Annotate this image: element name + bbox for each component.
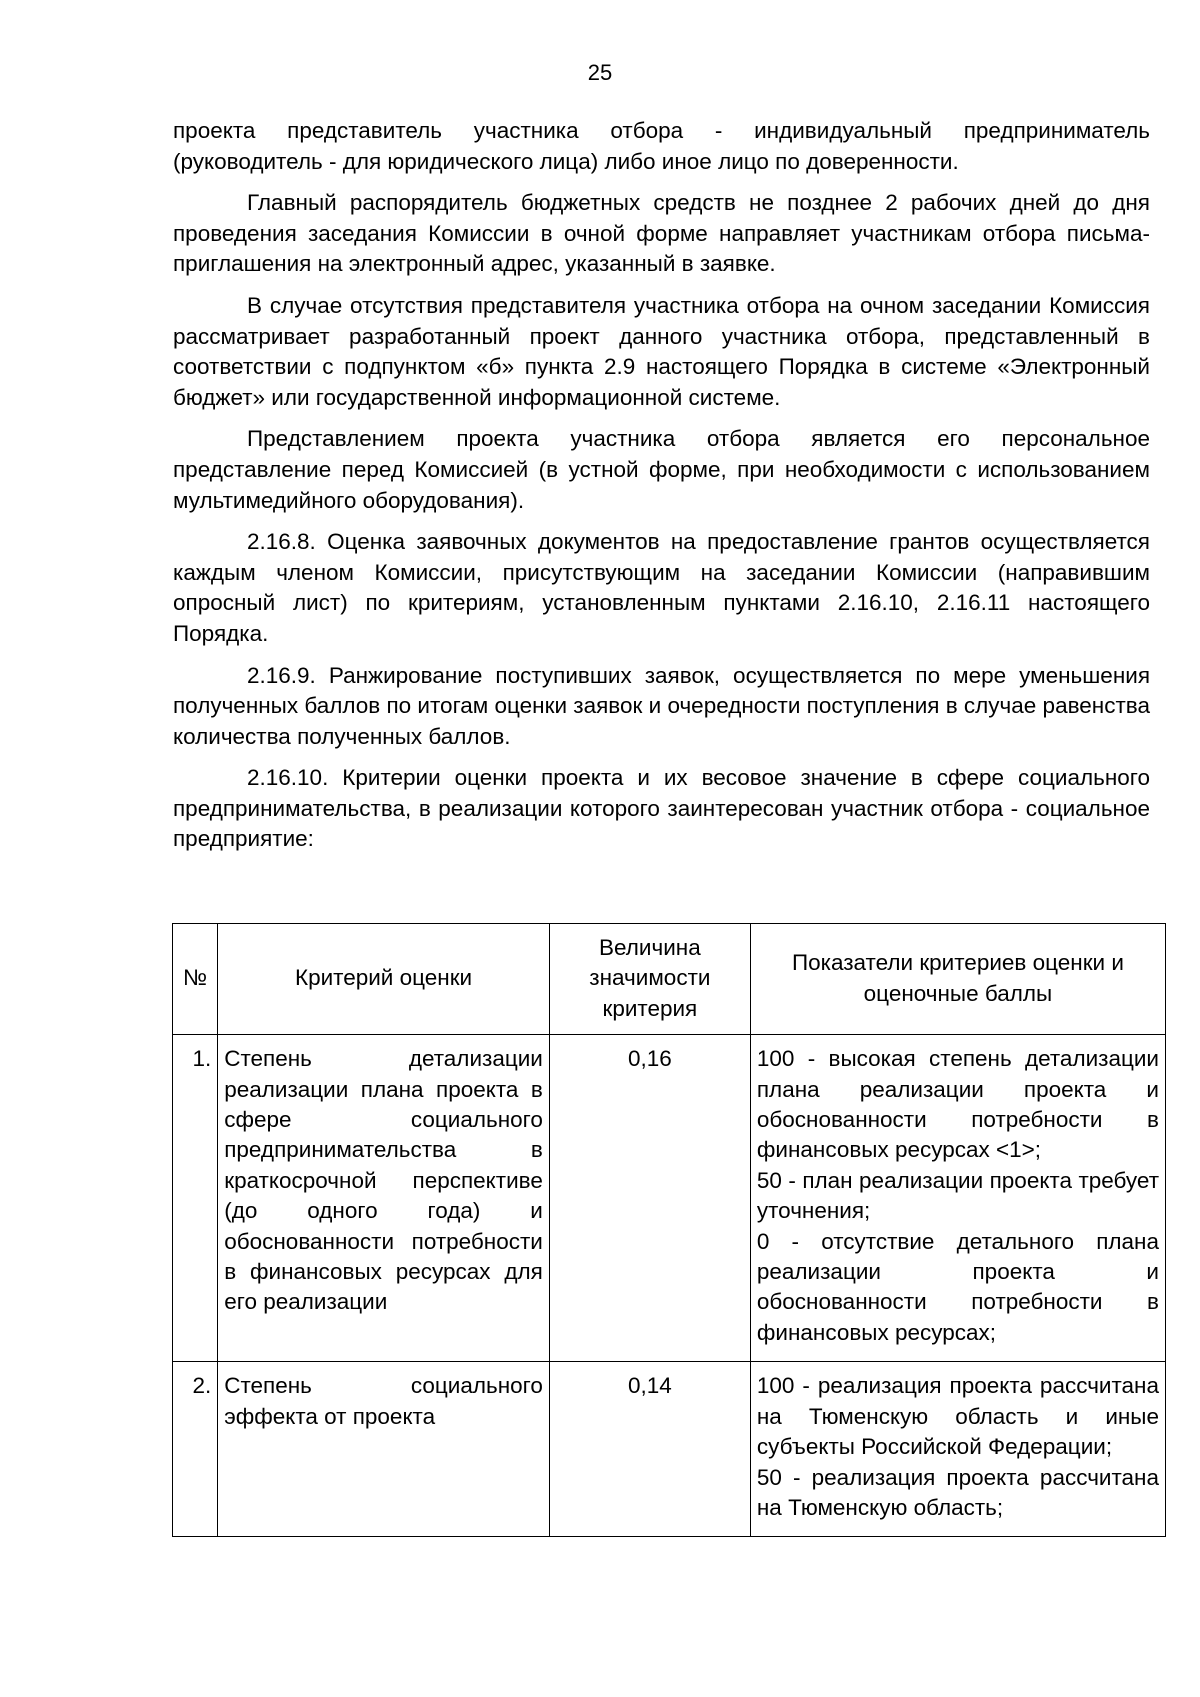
- header-criterion: Критерий оценки: [218, 924, 550, 1035]
- row-num: 2.: [173, 1362, 218, 1537]
- paragraph: проекта представитель участника отбора - индивидуальный предприниматель (руководитель - для юридического лица) либо иное лицо по доверенности.: [173, 118, 1150, 174]
- row-criterion: Степень социального эффекта от проекта: [218, 1362, 550, 1537]
- paragraph: 2.16.10. Критерии оценки проекта и их весовое значение в сфере социального предпринимательства, в реализации которого заинтересован участник отбора - социальное предприятие:: [173, 765, 1150, 852]
- header-num: №: [173, 924, 218, 1035]
- paragraph: В случае отсутствия представителя участника отбора на очном заседании Комиссия рассматривает разработанный проект данного участника отбора, представленный в соответствии с подпунктом «б» пункта 2.9 настоящего Порядка в системе «Электронный бюджет» или государственной информационной системе.: [173, 292, 1150, 410]
- indicator-item: 50 - реализация проекта рассчитана на Тюменскую область;: [756, 1464, 1159, 1520]
- row-num: 1.: [173, 1035, 218, 1362]
- body-text: [173, 116, 1150, 866]
- paragraph: 2.16.8. Оценка заявочных документов на предоставление грантов осуществляется каждым членом Комиссии, присутствующим на заседании Комиссии (направившим опросный лист) по критериям, установленным пунктами 2.16.10, 2.16.11 настоящего Порядка.: [173, 529, 1150, 646]
- table-header-row: [173, 924, 1166, 1035]
- header-indicators: Показатели критериев оценки и оценочные баллы: [750, 924, 1165, 1035]
- row-criterion: Степень детализации реализации плана проекта в сфере социального предпринимательства в краткосрочной перспективе (до одного года) и обоснованности потребности в финансовых ресурсах для его реализации: [218, 1035, 550, 1362]
- indicator-item: 100 - реализация проекта рассчитана на Тюменскую область и иные субъекты Российской Федерации;: [756, 1373, 1159, 1460]
- header-weight: Величина значимости критерия: [549, 924, 750, 1035]
- row-indicators: [750, 1035, 1165, 1362]
- indicator-item: 0 - отсутствие детального плана реализации проекта и обоснованности потребности в финансовых ресурсах;: [756, 1228, 1159, 1345]
- table-row: [173, 1362, 1166, 1537]
- indicator-item: 100 - высокая степень детализации плана реализации проекта и обоснованности потребности в финансовых ресурсах <1>;: [756, 1046, 1159, 1163]
- row-weight: 0,16: [549, 1035, 750, 1362]
- paragraph: Представлением проекта участника отбора является его персональное представление перед Комиссией (в устной форме, при необходимости с использованием мультимедийного оборудования).: [173, 426, 1150, 513]
- paragraph: Главный распорядитель бюджетных средств не позднее 2 рабочих дней до дня проведения заседания Комиссии в очной форме направляет участникам отбора письма-приглашения на электронный адрес, указанный в заявке.: [173, 190, 1150, 277]
- indicator-item: 50 - план реализации проекта требует уточнения;: [756, 1167, 1159, 1224]
- row-indicators: [750, 1362, 1165, 1537]
- row-weight: 0,14: [549, 1362, 750, 1537]
- table-row: [173, 1035, 1166, 1362]
- paragraph: 2.16.9. Ранжирование поступивших заявок, осуществляется по мере уменьшения полученных баллов по итогам оценки заявок и очередности поступления в случае равенства количества полученных баллов.: [173, 662, 1150, 749]
- criteria-table: [172, 923, 1166, 1537]
- page-number: 25: [587, 60, 613, 85]
